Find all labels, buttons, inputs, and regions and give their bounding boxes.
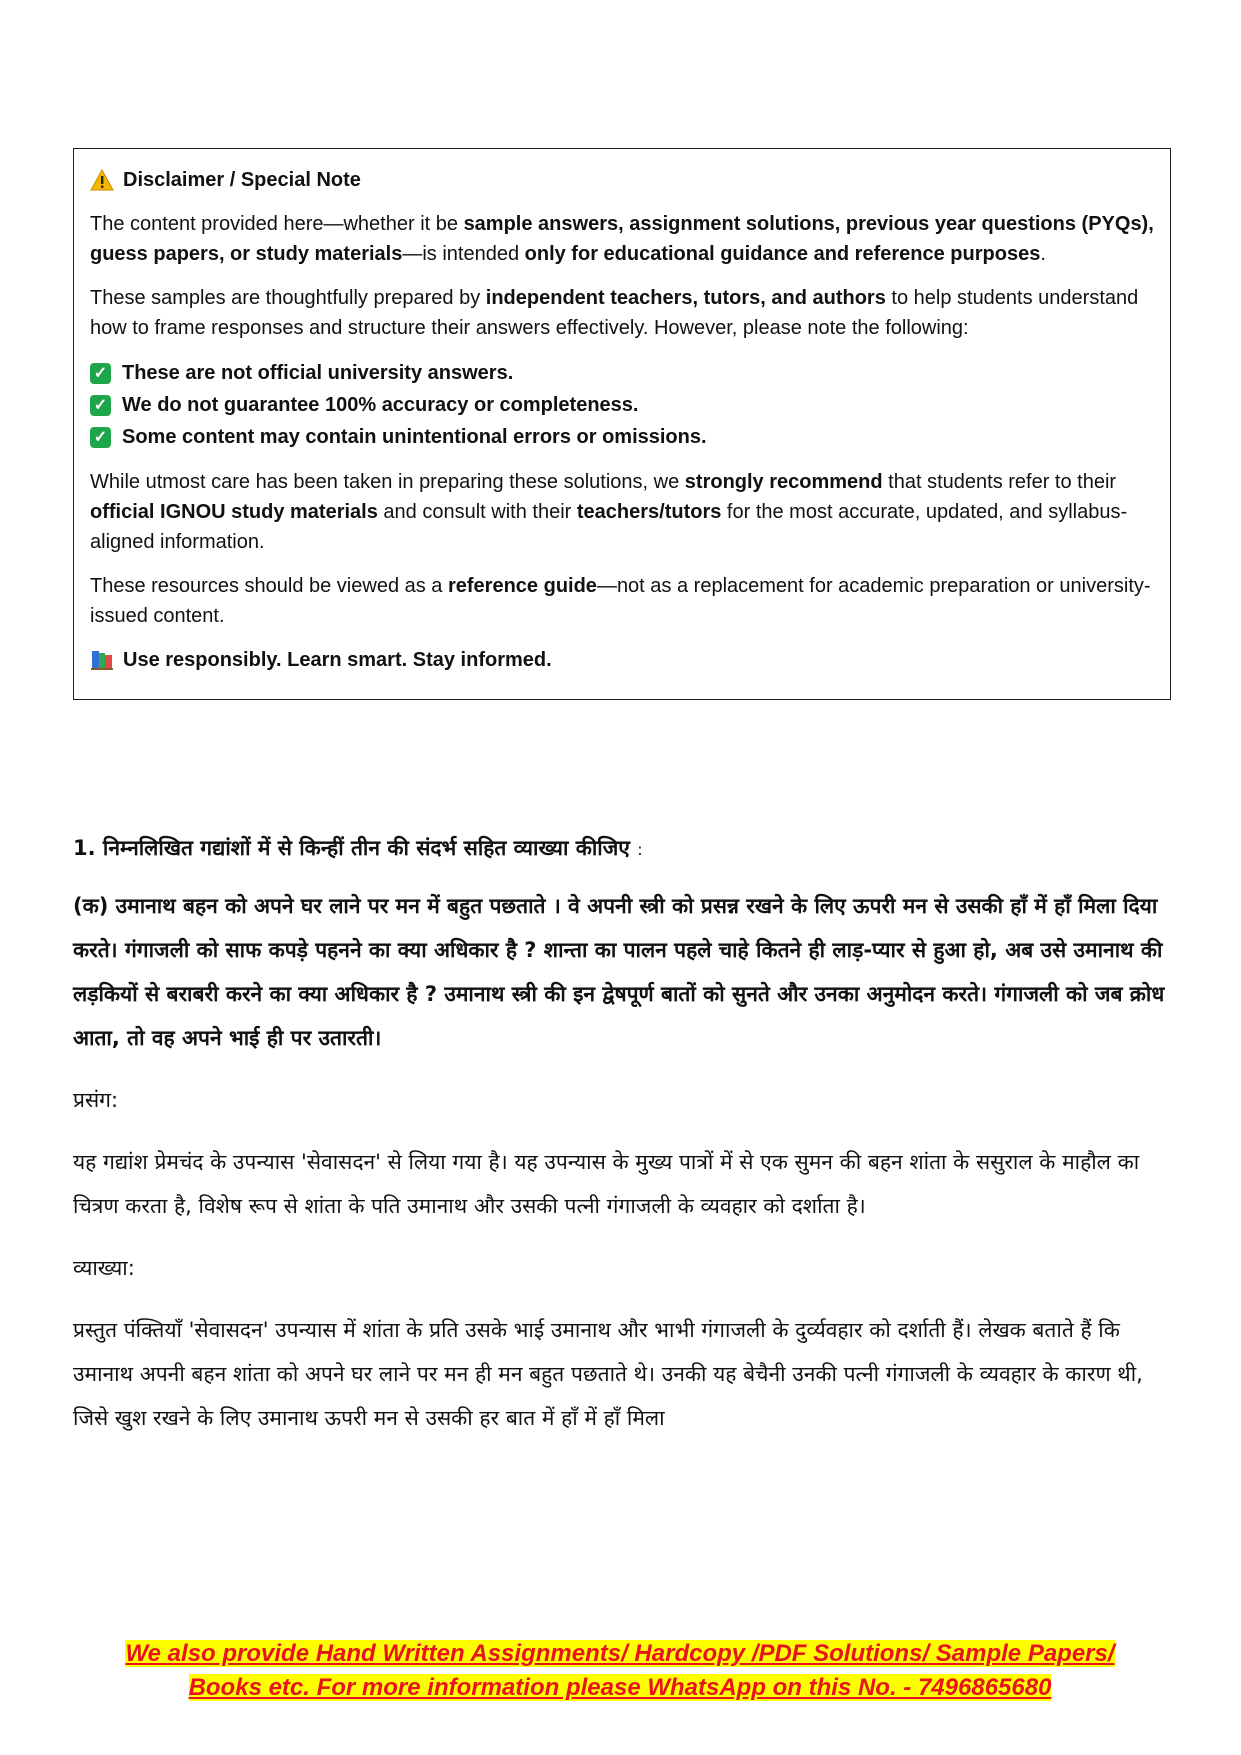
promo-line-2: Books etc. For more information please WhatsApp on this No. - 7496865680 [188, 1674, 1052, 1701]
warning-icon [90, 169, 114, 191]
context-text: यह गद्यांश प्रेमचंद के उपन्यास 'सेवासदन' से लिया गया है। यह उपन्यास के मुख्य पात्रों में से एक सुमन की बहन शांता के ससुराल के माहौल का चित्रण करता है, विशेष रूप से शांता के पति उमानाथ और उसकी पत्नी गंगाजली के व्यवहार को दर्शाता है। [73, 1150, 1140, 1218]
checklist-item: ✓ These are not official university answers. [90, 357, 1154, 389]
question-passage: (क) उमानाथ बहन को अपने घर लाने पर मन में बहुत पछताते । वे अपनी स्त्री को प्रसन्न रखने के लिए ऊपरी मन से उसकी हाँ में हाँ मिला दिया करते। गंगाजली को साफ कपड़े पहनने का क्या अधिकार है ? शान्ता का पालन पहले चाहे कितने ही लाड़-प्यार से हुआ हो, अब उसे उमानाथ की लड़कियों से बराबरी करने का क्या अधिकार है ? उमानाथ स्त्री की इन द्वेषपूर्ण बातों को सुनते और उनका अनुमोदन करते। गंगाजली को जब क्रोध आता, तो वह अपने भाई ही पर उतारती। [73, 894, 1165, 1050]
explanation-text: प्रस्तुत पंक्तियाँ 'सेवासदन' उपन्यास में शांता के प्रति उसके भाई उमानाथ और भाभी गंगाजली के दुर्व्यवहार को दर्शाती हैं। लेखक बताते हैं कि उमानाथ अपनी बहन शांता को अपने घर लाने पर मन ही मन बहुत पछताते थे। उनकी यह बेचैनी उनकी पत्नी गंगाजली के व्यवहार के कारण थी, जिसे खुश रखने के लिए उमानाथ ऊपरी मन से उसकी हर बात में हाँ में हाँ मिला [73, 1318, 1143, 1430]
checklist [90, 357, 1154, 453]
promo-footer [90, 1637, 1150, 1705]
books-icon [90, 649, 114, 671]
disclaimer-title: Disclaimer / Special Note [123, 169, 361, 191]
disclaimer-box [73, 148, 1171, 700]
disclaimer-paragraph-1: The content provided here—whether it be sample answers, assignment solutions, previous year questions (PYQs), guess papers, or study materials—is intended only for educational guidance and reference purposes. [90, 213, 1154, 265]
explanation-label: व्याख्या: [73, 1256, 135, 1280]
checkmark-icon: ✓ [90, 395, 111, 416]
checkmark-icon: ✓ [90, 363, 111, 384]
disclaimer-heading [90, 165, 1154, 195]
checklist-item: ✓ We do not guarantee 100% accuracy or completeness. [90, 389, 1154, 421]
question-title: 1. निम्नलिखित गद्यांशों में से किन्हीं तीन की संदर्भ सहित व्याख्या कीजिए : [73, 836, 643, 860]
main-content [73, 826, 1173, 1440]
promo-line-1: We also provide Hand Written Assignments/ Hardcopy /PDF Solutions/ Sample Papers/ [125, 1640, 1115, 1667]
checklist-item: ✓ Some content may contain unintentional errors or omissions. [90, 421, 1154, 453]
disclaimer-paragraph-2: These samples are thoughtfully prepared by independent teachers, tutors, and authors to help students understand how to frame responses and structure their answers effectively. However, please note the following: [90, 287, 1139, 339]
disclaimer-paragraph-3: While utmost care has been taken in preparing these solutions, we strongly recommend that students refer to their official IGNOU study materials and consult with their teachers/tutors for the most accurate, updated, and syllabus-aligned information. [90, 471, 1128, 553]
motto: Use responsibly. Learn smart. Stay informed. [90, 645, 1154, 675]
disclaimer-paragraph-4: These resources should be viewed as a reference guide—not as a replacement for academic preparation or university-issued content. [90, 575, 1151, 627]
checkmark-icon: ✓ [90, 427, 111, 448]
context-label: प्रसंग: [73, 1088, 119, 1112]
